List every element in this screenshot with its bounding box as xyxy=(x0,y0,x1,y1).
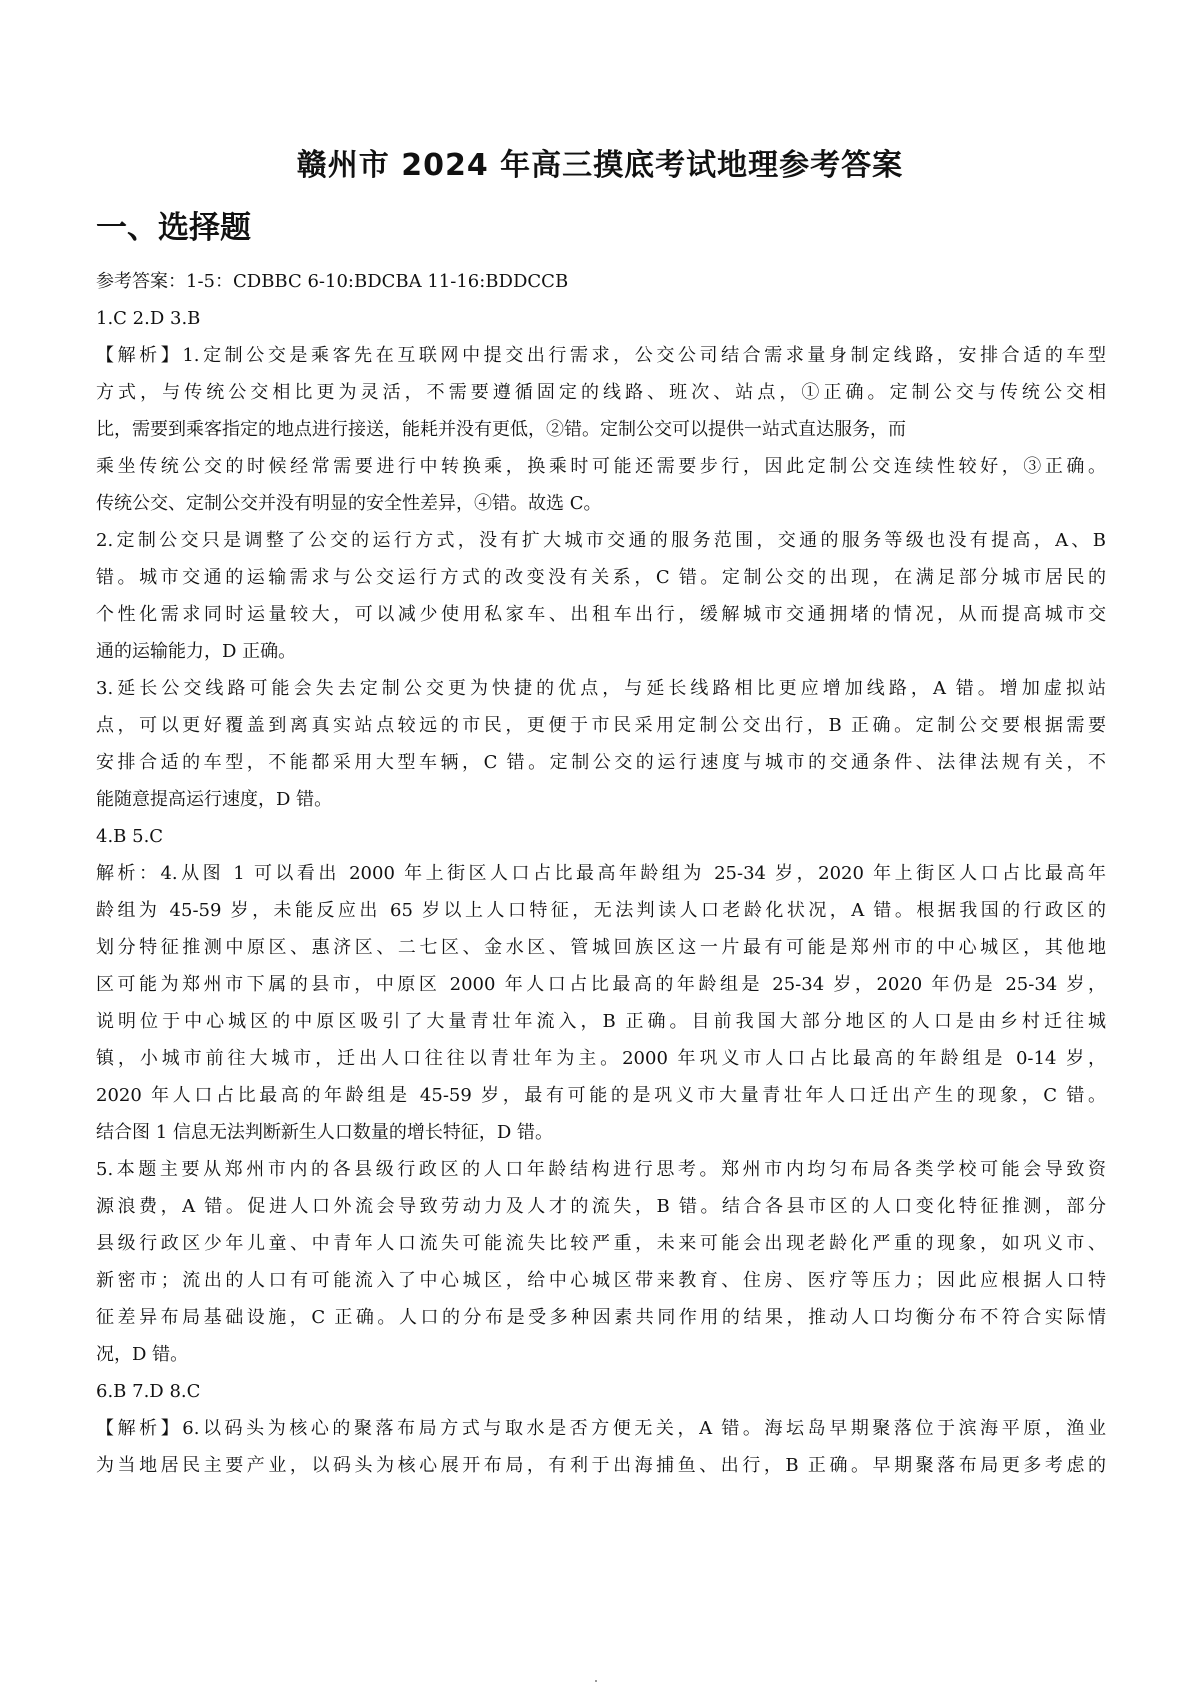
text-line: 个性化需求同时运量较大，可以减少使用私家车、出租车出行，缓解城市交通拥堵的情况，从而提高城市交 xyxy=(96,604,1106,625)
text-line: 通的运输能力，D 正确。 xyxy=(96,641,297,662)
text-line: 4.B 5.C xyxy=(96,826,164,847)
text-line: 解析：4.从图 1 可以看出 2000 年上街区人口占比最高年龄组为 25-34 岁，2020 年上街区人口占比最高年 xyxy=(96,863,1106,884)
section-heading: 一、选择题 xyxy=(96,210,251,246)
text-line: 传统公交、定制公交并没有明显的安全性差异，④错。故选 C。 xyxy=(96,493,602,514)
answer-body xyxy=(96,263,1106,1484)
text-line: 2.定制公交只是调整了公交的运行方式，没有扩大城市交通的服务范围，交通的服务等级也没有提高，A、B xyxy=(96,530,1106,551)
text-line: 错。城市交通的运输需求与公交运行方式的改变没有关系，C 错。定制公交的出现，在满足部分城市居民的 xyxy=(96,567,1106,588)
text-line: 点，可以更好覆盖到离真实站点较远的市民，更便于市民采用定制公交出行，B 正确。定制公交要根据需要 xyxy=(96,715,1106,736)
text-line: 划分特征推测中原区、惠济区、二七区、金水区、管城回族区这一片最有可能是郑州市的中心城区，其他地 xyxy=(96,937,1106,958)
text-line: 区可能为郑州市下属的县市，中原区 2000 年人口占比最高的年龄组是 25-34 岁，2020 年仍是 25-34 岁， xyxy=(96,974,1106,995)
text-line: 5.本题主要从郑州市内的各县级行政区的人口年龄结构进行思考。郑州市内均匀布局各类学校可能会导致资 xyxy=(96,1159,1106,1180)
text-line: 乘坐传统公交的时候经常需要进行中转换乘，换乘时可能还需要步行，因此定制公交连续性较好，③正确。 xyxy=(96,456,1106,477)
text-line: 比，需要到乘客指定的地点进行接送，能耗并没有更低，②错。定制公交可以提供一站式直达服务，而 xyxy=(96,419,906,440)
text-line: 【解析】6.以码头为核心的聚落布局方式与取水是否方便无关，A 错。海坛岛早期聚落位于滨海平原，渔业 xyxy=(96,1418,1106,1439)
text-line: 为当地居民主要产业，以码头为核心展开布局，有利于出海捕鱼、出行，B 正确。早期聚落布局更多考虑的 xyxy=(96,1455,1106,1476)
text-line: 说明位于中心城区的中原区吸引了大量青壮年流入，B 正确。目前我国大部分地区的人口是由乡村迁往城 xyxy=(96,1011,1106,1032)
text-line: 方式，与传统公交相比更为灵活，不需要遵循固定的线路、班次、站点，①正确。定制公交与传统公交相 xyxy=(96,382,1106,403)
text-line: 源浪费，A 错。促进人口外流会导致劳动力及人才的流失，B 错。结合各县市区的人口变化特征推测，部分 xyxy=(96,1196,1106,1217)
text-line: 县级行政区少年儿童、中青年人口流失可能流失比较严重，未来可能会出现老龄化严重的现象，如巩义市、 xyxy=(96,1233,1106,1254)
text-line: 新密市；流出的人口有可能流入了中心城区，给中心城区带来教育、住房、医疗等压力；因此应根据人口特 xyxy=(96,1270,1106,1291)
text-line: 结合图 1 信息无法判断新生人口数量的增长特征，D 错。 xyxy=(96,1122,554,1143)
text-line: 2020 年人口占比最高的年龄组是 45-59 岁，最有可能的是巩义市大量青壮年人口迁出产生的现象，C 错。 xyxy=(96,1085,1106,1106)
text-line: 【解析】1.定制公交是乘客先在互联网中提交出行需求，公交公司结合需求量身制定线路，安排合适的车型 xyxy=(96,345,1106,366)
text-line: 3.延长公交线路可能会失去定制公交更为快捷的优点，与延长线路相比更应增加线路，A 错。增加虚拟站 xyxy=(96,678,1106,699)
text-line: 镇，小城市前往大城市，迁出人口往往以青壮年为主。2000 年巩义市人口占比最高的年龄组是 0-14 岁， xyxy=(96,1048,1106,1069)
text-line: 龄组为 45-59 岁，未能反应出 65 岁以上人口特征，无法判读人口老龄化状况，A 错。根据我国的行政区的 xyxy=(96,900,1106,921)
text-line: 1.C 2.D 3.B xyxy=(96,308,201,329)
text-line: 安排合适的车型，不能都采用大型车辆，C 错。定制公交的运行速度与城市的交通条件、法律法规有关，不 xyxy=(96,752,1106,773)
text-line: 6.B 7.D 8.C xyxy=(96,1381,201,1402)
text-line: 况，D 错。 xyxy=(96,1344,189,1365)
text-line: 征差异布局基础设施，C 正确。人口的分布是受多种因素共同作用的结果，推动人口均衡分布不符合实际情 xyxy=(96,1307,1106,1328)
text-line: 参考答案：1-5：CDBBC 6-10:BDCBA 11-16:BDDCCB xyxy=(96,271,569,292)
page-mark xyxy=(595,1680,597,1682)
text-line: 能随意提高运行速度，D 错。 xyxy=(96,789,333,810)
document-title: 赣州市 2024 年高三摸底考试地理参考答案 xyxy=(296,148,904,183)
